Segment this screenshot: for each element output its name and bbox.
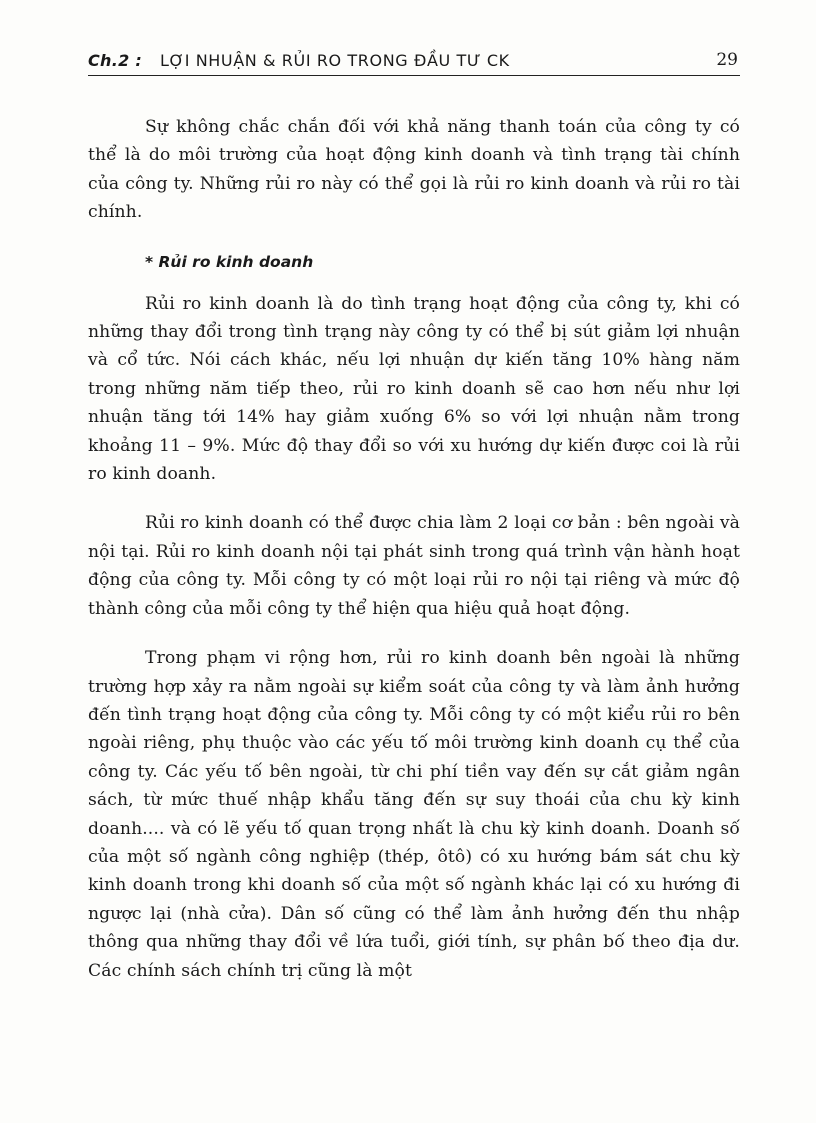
paragraph: Trong phạm vi rộng hơn, rủi ro kinh doanh bên ngoài là những trường hợp xảy ra nằm ngoài sự kiểm soát của công ty và làm ảnh hưởng đến tình trạng hoạt động của công ty. Mỗi công ty có một kiểu rủi ro bên ngoài riêng, phụ thuộc vào các yếu tố môi trường kinh doanh cụ thể của công ty. Các yếu tố bên ngoài, từ chi phí tiền vay đến sự cắt giảm ngân sách, từ mức thuế nhập khẩu tăng đến sự suy thoái của chu kỳ kinh doanh.... và có lẽ yếu tố quan trọng nhất là chu kỳ kinh doanh. Doanh số của một số ngành công nghiệp (thép, ôtô) có xu hướng bám sát chu kỳ kinh doanh trong khi doanh số của một số ngành khác lại có xu hướng đi ngược lại (nhà cửa). Dân số cũng có thể làm ảnh hưởng đến thu nhập thông qua những thay đổi về lứa tuổi, giới tính, sự phân bố theo địa dư. Các chính sách chính trị cũng là một	[88, 648, 740, 981]
page-number: 29	[716, 50, 738, 70]
paragraph: Sự không chắc chắn đối với khả năng thanh toán của công ty có thể là do môi trường của hoạt động kinh doanh và tình trạng tài chính của công ty. Những rủi ro này có thể gọi là rủi ro kinh doanh và rủi ro tài chính.	[88, 117, 740, 223]
chapter-label: Ch.2 :	[88, 51, 143, 70]
chapter-title: LỢI NHUẬN & RỦI RO TRONG ĐẦU TƯ CK	[160, 51, 510, 70]
paragraph: Rủi ro kinh doanh có thể được chia làm 2 loại cơ bản : bên ngoài và nội tại. Rủi ro kinh doanh nội tại phát sinh trong quá trình vận hành hoạt động của công ty. Mỗi công ty có một loại rủi ro nội tại riêng và mức độ thành công của mỗi công ty thể hiện qua hiệu quả hoạt động.	[88, 513, 740, 619]
section-subheading: * Rủi ro kinh doanh	[145, 252, 314, 271]
paragraph: Rủi ro kinh doanh là do tình trạng hoạt động của công ty, khi có những thay đổi trong tình trạng này công ty có thể bị sút giảm lợi nhuận và cổ tức. Nói cách khác, nếu lợi nhuận dự kiến tăng 10% hàng năm trong những năm tiếp theo, rủi ro kinh doanh sẽ cao hơn nếu như lợi nhuận tăng tới 14% hay giảm xuống 6% so với lợi nhuận nằm trong khoảng 11 – 9%. Mức độ thay đổi so với xu hướng dự kiến được coi là rủi ro kinh doanh.	[88, 293, 740, 485]
page-body	[88, 113, 740, 1006]
running-header	[88, 47, 740, 76]
